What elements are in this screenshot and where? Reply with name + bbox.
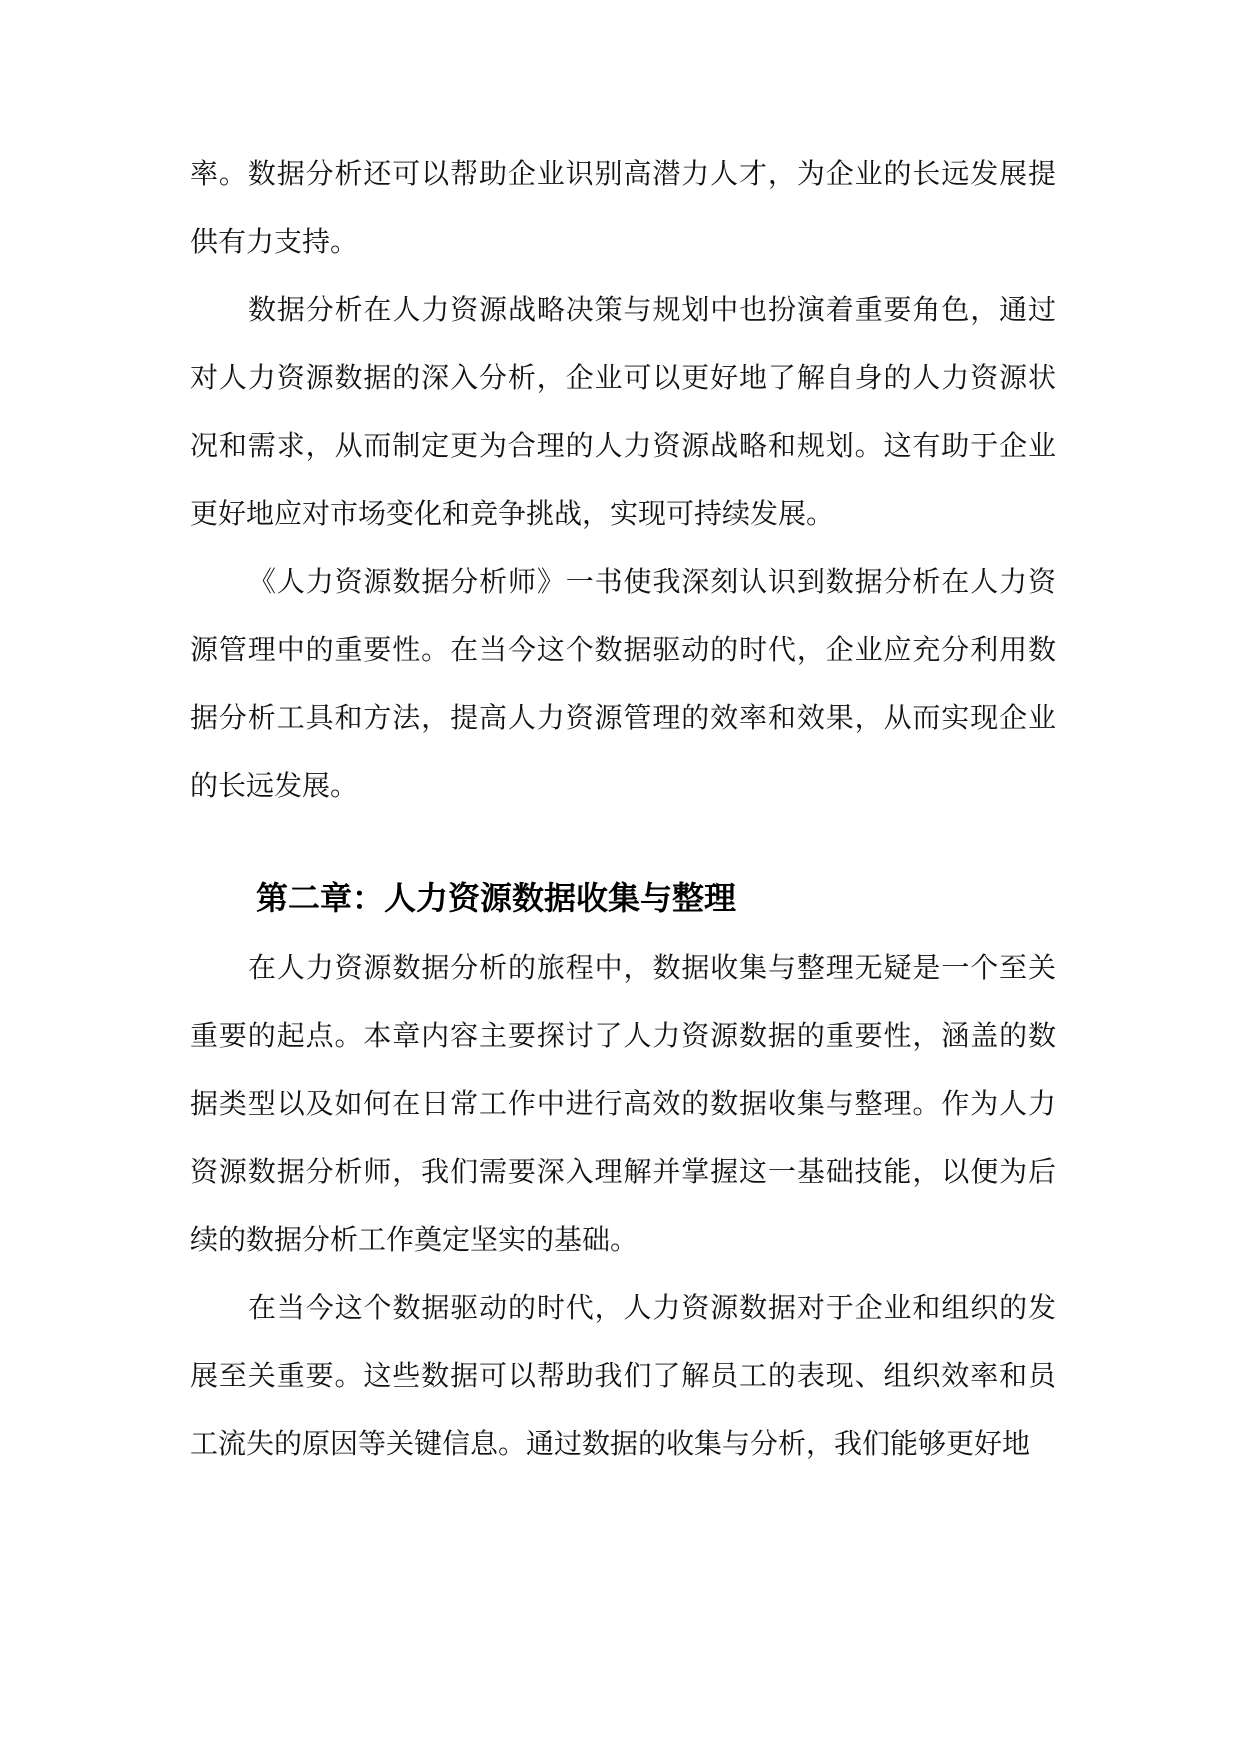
paragraph-chapter-intro: 在人力资源数据分析的旅程中，数据收集与整理无疑是一个至关重要的起点。本章内容主要探讨了人力资源数据的重要性，涵盖的数据类型以及如何在日常工作中进行高效的数据收集与整理。作为人力资源数据分析师，我们需要深入理解并掌握这一基础技能，以便为后续的数据分析工作奠定坚实的基础。 (190, 951, 1056, 1256)
paragraph-data-importance: 在当今这个数据驱动的时代，人力资源数据对于企业和组织的发展至关重要。这些数据可以帮助我们了解员工的表现、组织效率和员工流失的原因等关键信息。通过数据的收集与分析，我们能够更好地 (190, 1291, 1056, 1460)
chapter-heading: 第二章：人力资源数据收集与整理 (256, 879, 737, 917)
paragraph-strategy: 数据分析在人力资源战略决策与规划中也扮演着重要角色，通过对人力资源数据的深入分析，企业可以更好地了解自身的人力资源状况和需求，从而制定更为合理的人力资源战略和规划。这有助于企业更好地应对市场变化和竞争挑战，实现可持续发展。 (190, 293, 1056, 530)
paragraph-book-summary: 《人力资源数据分析师》一书使我深刻认识到数据分析在人力资源管理中的重要性。在当今这个数据驱动的时代，企业应充分利用数据分析工具和方法，提高人力资源管理的效率和效果，从而实现企业的长远发展。 (190, 565, 1056, 802)
document-page (190, 140, 1056, 1478)
paragraph-continuation: 率。数据分析还可以帮助企业识别高潜力人才，为企业的长远发展提供有力支持。 (190, 157, 1056, 258)
